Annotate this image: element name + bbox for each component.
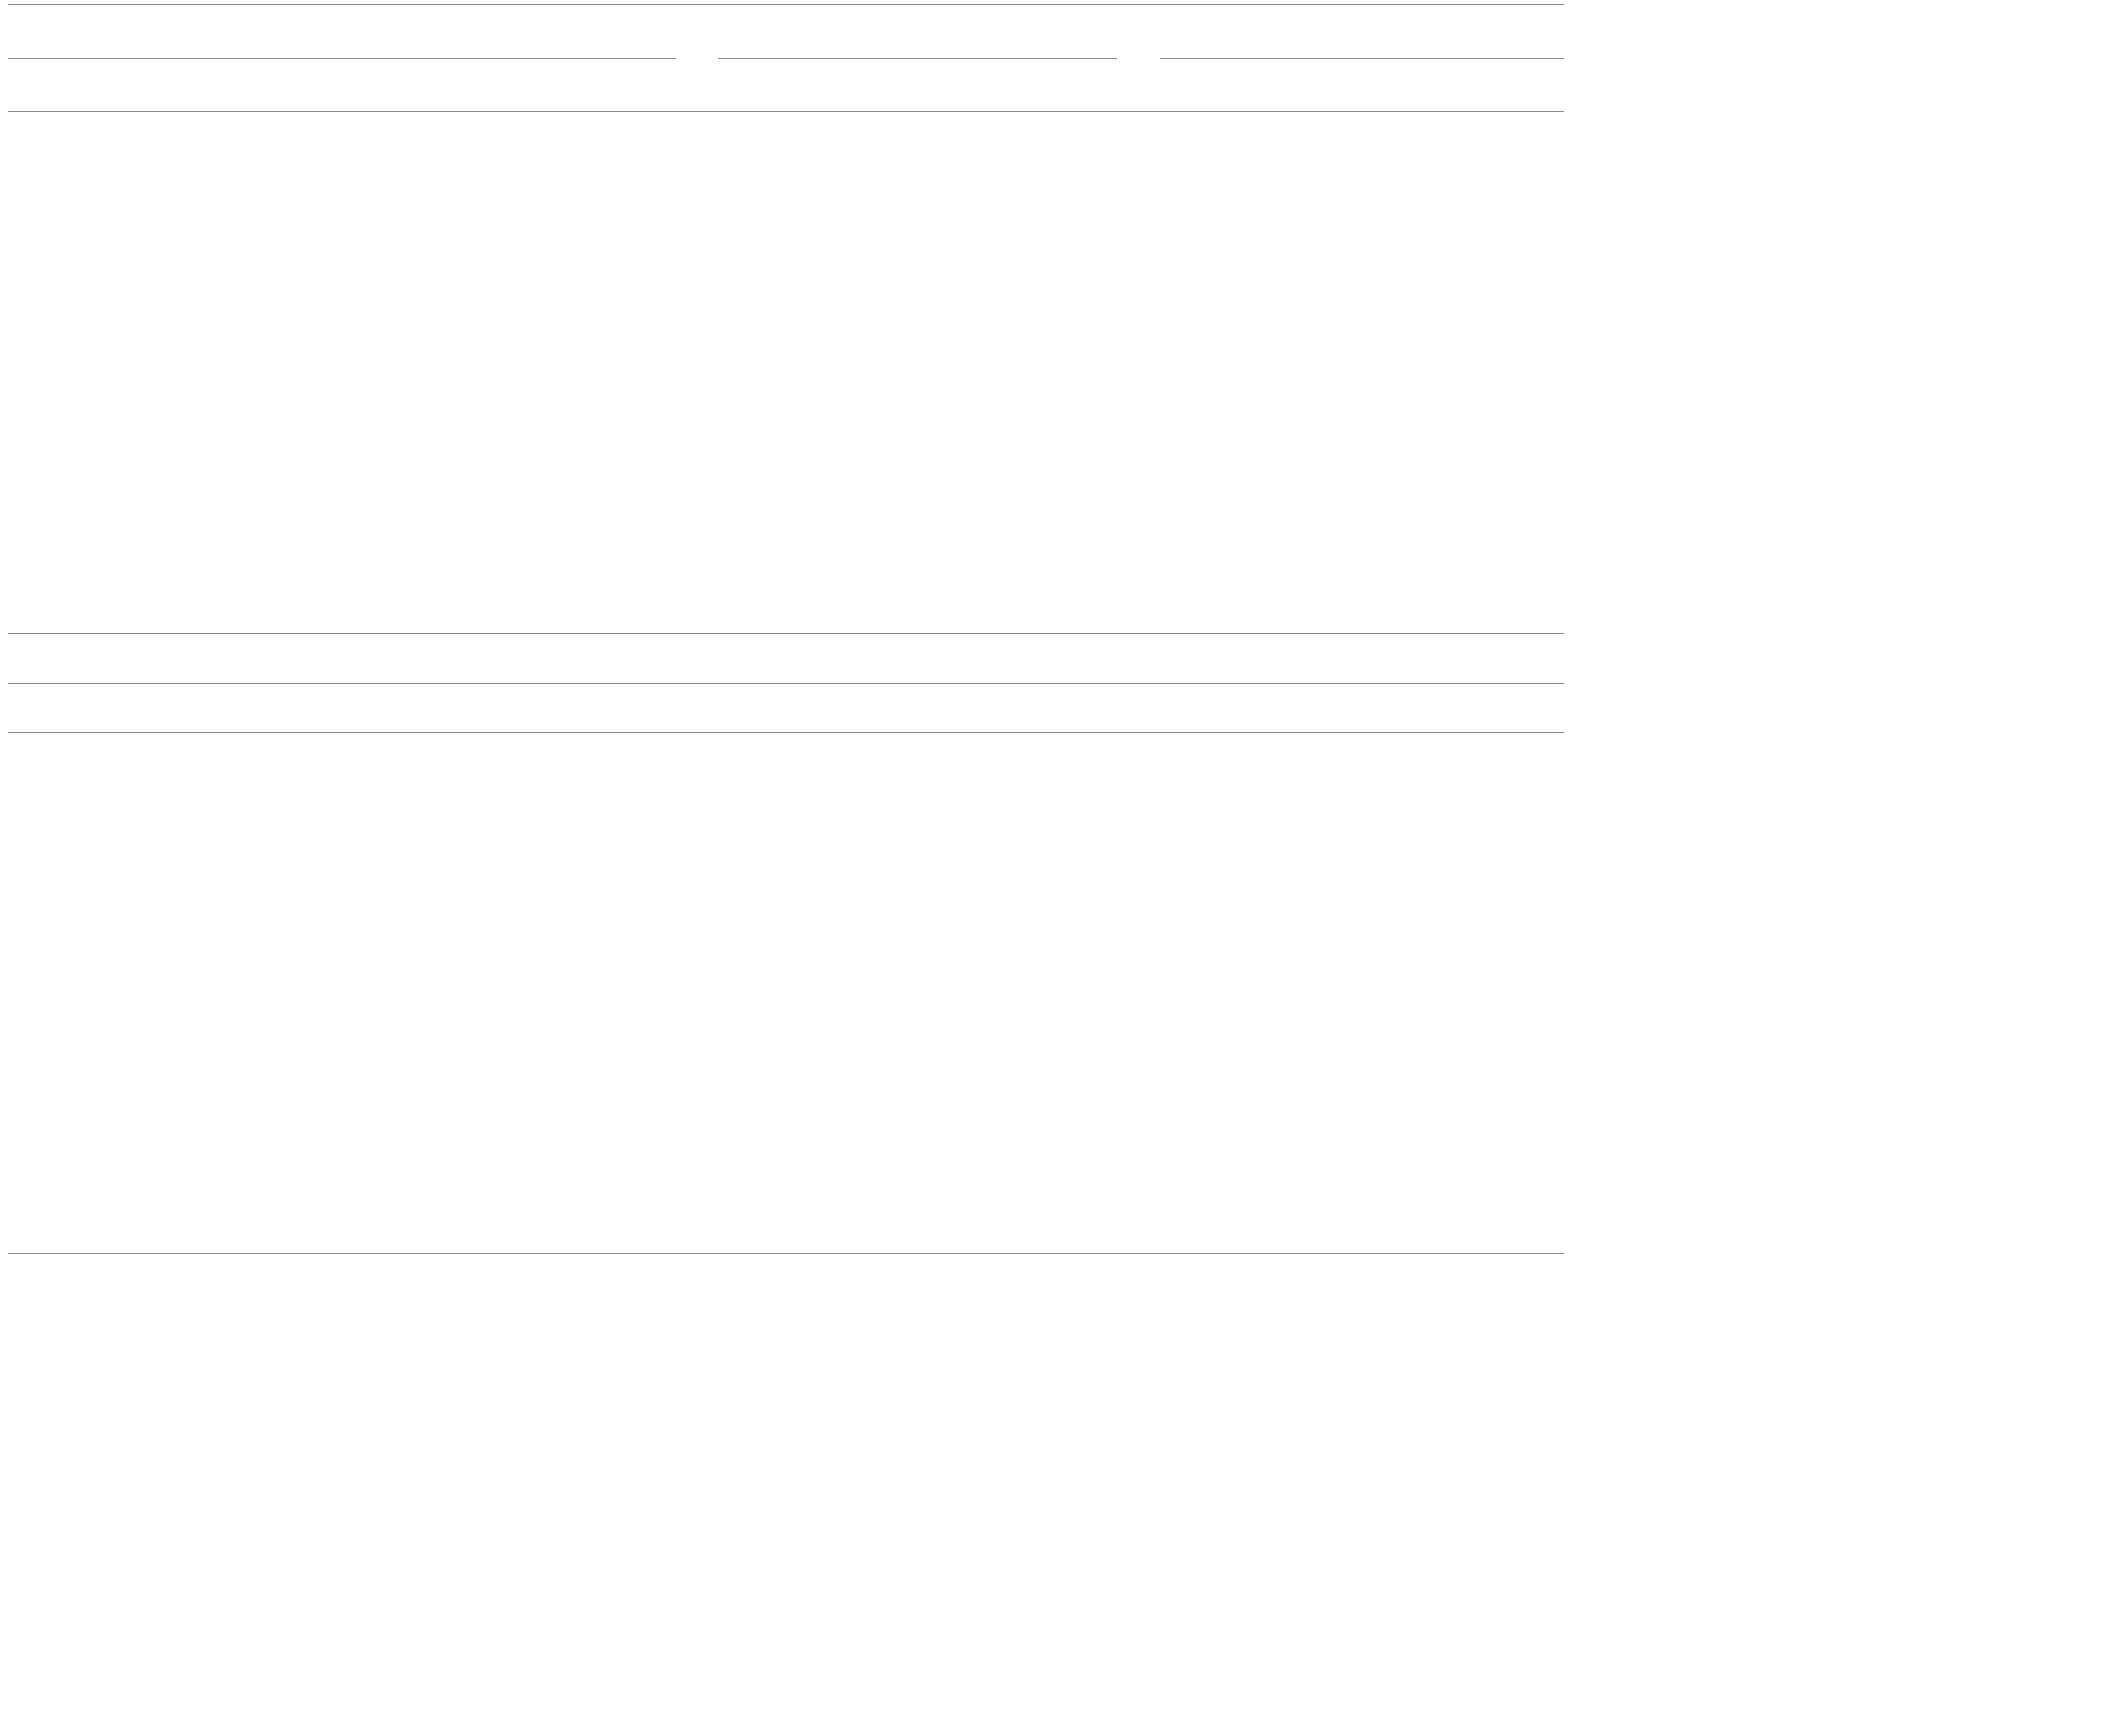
top-rule bbox=[8, 4, 1564, 5]
kw-group-rule bbox=[8, 58, 676, 59]
header-rule bbox=[8, 111, 1564, 112]
evenness-group-rule bbox=[1160, 58, 1564, 59]
section2-title-rule bbox=[8, 683, 1564, 684]
section-rule bbox=[8, 633, 1564, 634]
bottom-rule bbox=[8, 1253, 1564, 1254]
section2-header-rule bbox=[8, 732, 1564, 733]
shannon-group-rule bbox=[718, 58, 1117, 59]
